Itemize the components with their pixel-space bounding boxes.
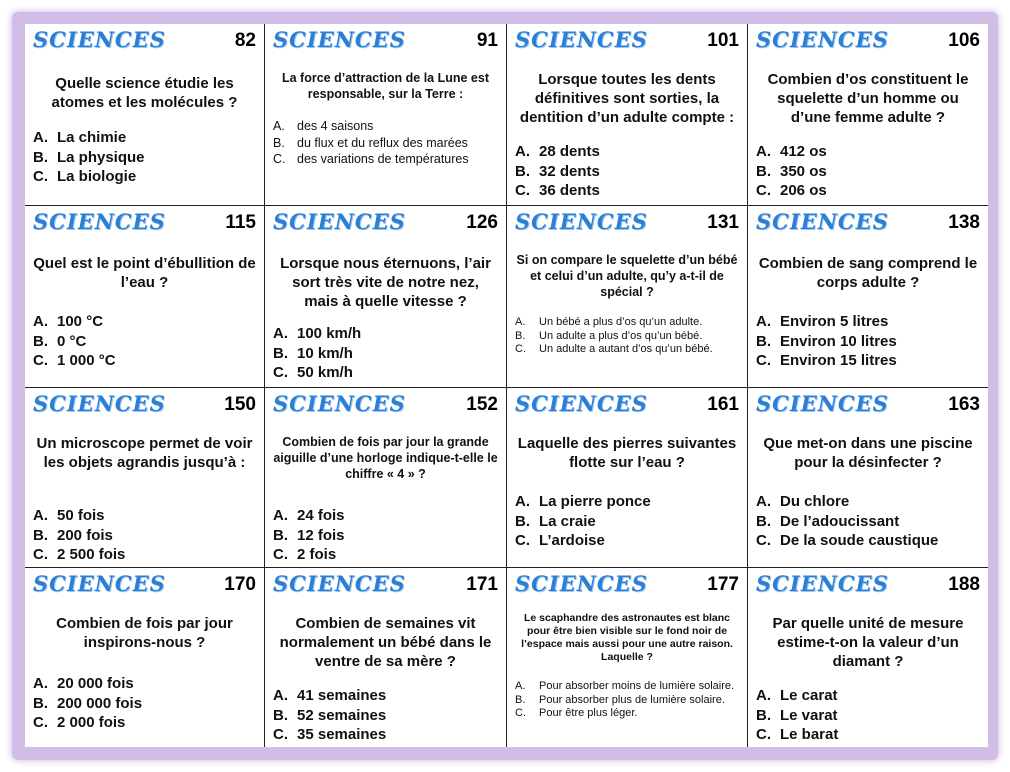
answer-option (756, 181, 982, 201)
answer-option (33, 545, 258, 565)
sciences-logo: SCIENCES (33, 391, 166, 416)
answer-option (756, 492, 982, 512)
answer-text: 50 fois (57, 507, 105, 524)
answer-letter: B. (273, 135, 285, 150)
answer-text: La chimie (57, 129, 127, 146)
answer-letter: B. (273, 344, 288, 362)
answer-option (273, 151, 500, 168)
card-number: 171 (466, 574, 498, 595)
answer-text: 200 fois (57, 526, 113, 544)
answer-letter: B. (515, 329, 526, 342)
answer-text: 2 500 fois (57, 546, 126, 563)
answer-option (273, 706, 500, 726)
sciences-logo: SCIENCES (33, 209, 166, 234)
answer-text: 20 000 fois (57, 675, 134, 692)
answer-text: 0 °C (57, 332, 87, 350)
answer-letter: C. (515, 707, 526, 719)
answer-text: 41 semaines (297, 687, 387, 704)
answer-text: 28 dents (539, 143, 600, 160)
answer-option (756, 531, 982, 551)
sciences-logo: SCIENCES (756, 209, 889, 234)
sciences-logo: SCIENCES (273, 209, 406, 234)
answer-option (756, 725, 982, 745)
answer-option (515, 531, 741, 551)
answer-option (33, 674, 258, 694)
question-text: Un microscope permet de voir les objets agrandis jusqu’à : (36, 435, 253, 471)
answer-letter: B. (273, 706, 288, 724)
answer-option (273, 118, 500, 135)
answer-option (33, 312, 258, 332)
answer-list (33, 128, 258, 187)
answer-text: 2 000 fois (57, 714, 126, 731)
answer-text: 50 km/h (297, 364, 353, 381)
answer-text: Pour absorber moins de lumière solaire. (539, 680, 735, 692)
answer-text: du flux et du reflux des marées (297, 135, 468, 150)
question-text: Lorsque nous éternuons, l’air sort très vite de notre nez, mais à quelle vitesse ? (280, 255, 491, 310)
answer-letter: C. (515, 532, 530, 549)
question-text: Quel est le point d’ébullition de l’eau ? (33, 255, 256, 291)
answer-option (515, 343, 741, 357)
question-text: Que met-on dans une piscine pour la désinfecter ? (763, 435, 973, 471)
quiz-card (265, 388, 507, 568)
question-text: Si on compare le squelette d’un bébé et celui d’un adulte, qu’y a-t-il de spécial ? (516, 253, 738, 299)
answer-letter: A. (515, 680, 526, 692)
question-text: Lorsque toutes les dents définitives sont sorties, la dentition d’un adulte compte : (519, 71, 735, 126)
answer-letter: C. (515, 343, 526, 355)
question-text: Combien de sang comprend le corps adulte ? (758, 255, 978, 291)
answer-text: 206 os (780, 182, 827, 199)
answer-text: De la soude caustique (780, 532, 939, 549)
answer-letter: C. (756, 182, 771, 199)
answer-text: 100 °C (57, 313, 104, 330)
answer-option (33, 713, 258, 733)
answer-option (515, 512, 741, 532)
answer-list (273, 118, 500, 168)
answer-letter: C. (273, 152, 286, 166)
answer-letter: A. (756, 313, 771, 330)
answer-letter: B. (756, 162, 771, 180)
answer-option (33, 506, 258, 526)
answer-text: Un adulte a plus d’os qu’un bébé. (539, 329, 703, 342)
answer-option (756, 312, 982, 332)
answer-list (515, 316, 741, 357)
answer-option (515, 316, 741, 330)
answer-text: Environ 5 litres (780, 313, 889, 330)
answer-letter: C. (33, 546, 48, 563)
answer-letter: B. (756, 512, 771, 530)
answer-text: 10 km/h (297, 344, 353, 362)
quiz-card (748, 206, 988, 388)
sciences-logo: SCIENCES (33, 571, 166, 596)
card-number: 188 (948, 574, 980, 595)
answer-text: La biologie (57, 168, 137, 185)
card-number: 163 (948, 394, 980, 415)
answer-text: Pour absorber plus de lumière solaire. (539, 693, 725, 706)
sciences-logo: SCIENCES (273, 27, 406, 52)
sciences-logo: SCIENCES (273, 571, 406, 596)
answer-option (33, 332, 258, 352)
answer-option (273, 545, 500, 565)
answer-option (33, 128, 258, 148)
answer-option (515, 680, 741, 694)
answer-letter: A. (756, 493, 771, 510)
card-number: 91 (476, 30, 498, 51)
quiz-card (507, 388, 748, 568)
answer-text: Environ 15 litres (780, 352, 897, 369)
answer-list (33, 312, 258, 371)
answer-letter: C. (33, 352, 48, 369)
card-number: 161 (707, 394, 739, 415)
answer-option (756, 162, 982, 182)
answer-option (515, 707, 741, 721)
answer-text: La pierre ponce (539, 493, 651, 510)
answer-list (33, 506, 258, 565)
answer-option (515, 694, 741, 708)
answer-letter: A. (273, 507, 288, 524)
answer-letter: B. (33, 332, 48, 350)
sciences-logo: SCIENCES (273, 391, 406, 416)
answer-letter: C. (273, 726, 288, 743)
answer-list (33, 674, 258, 733)
answer-option (515, 492, 741, 512)
quiz-card-grid (25, 24, 988, 747)
answer-letter: C. (756, 532, 771, 549)
answer-text: Un adulte a autant d’os qu’un bébé. (539, 343, 713, 355)
answer-letter: A. (273, 325, 288, 342)
answer-option (273, 344, 500, 364)
sciences-logo: SCIENCES (515, 27, 648, 52)
answer-option (33, 167, 258, 187)
answer-text: L’ardoise (539, 532, 605, 549)
answer-letter: C. (756, 726, 771, 743)
answer-option (515, 142, 741, 162)
answer-option (515, 181, 741, 201)
answer-text: 350 os (780, 162, 827, 180)
answer-option (33, 351, 258, 371)
answer-text: 24 fois (297, 507, 345, 524)
answer-letter: A. (33, 313, 48, 330)
question-text: Laquelle des pierres suivantes flotte sur l’eau ? (517, 435, 737, 471)
quiz-card (25, 388, 265, 568)
answer-text: 52 semaines (297, 706, 387, 724)
answer-option (756, 332, 982, 352)
answer-letter: B. (33, 694, 48, 712)
answer-list (515, 142, 741, 201)
answer-option (33, 148, 258, 168)
card-number: 106 (948, 30, 980, 51)
question-text: Combien de fois par jour la grande aiguille d’une horloge indique-t-elle le chiffre « 4 » ? (273, 435, 498, 481)
card-number: 131 (707, 212, 739, 233)
answer-list (515, 680, 741, 721)
card-number: 126 (466, 212, 498, 233)
sciences-logo: SCIENCES (33, 27, 166, 52)
sciences-logo: SCIENCES (515, 209, 648, 234)
question-text: Quelle science étudie les atomes et les molécules ? (51, 75, 238, 111)
answer-option (756, 686, 982, 706)
answer-option (756, 142, 982, 162)
answer-letter: B. (515, 162, 530, 180)
answer-list (273, 324, 500, 383)
question-text: La force d’attraction de la Lune est responsable, sur la Terre : (282, 71, 489, 101)
sciences-logo: SCIENCES (756, 571, 889, 596)
answer-option (756, 512, 982, 532)
answer-text: Le barat (780, 726, 839, 743)
answer-text: 36 dents (539, 182, 600, 199)
answer-option (273, 526, 500, 546)
answer-text: Un bébé a plus d’os qu’un adulte. (539, 316, 703, 328)
card-number: 115 (225, 212, 256, 233)
sciences-logo: SCIENCES (515, 391, 648, 416)
answer-text: Le carat (780, 687, 838, 704)
quiz-card (265, 568, 507, 747)
answer-letter: A. (515, 493, 530, 510)
answer-letter: A. (515, 143, 530, 160)
answer-letter: C. (33, 714, 48, 731)
answer-text: Pour être plus léger. (539, 707, 638, 719)
answer-letter: A. (515, 316, 526, 328)
answer-letter: C. (33, 168, 48, 185)
answer-letter: B. (33, 526, 48, 544)
answer-option (273, 686, 500, 706)
answer-text: Le varat (780, 706, 838, 724)
answer-text: Environ 10 litres (780, 332, 897, 350)
quiz-card (25, 568, 265, 747)
quiz-card (748, 568, 988, 747)
quiz-card (25, 206, 265, 388)
answer-text: 32 dents (539, 162, 600, 180)
question-text: Combien de fois par jour inspirons-nous ? (56, 615, 233, 651)
answer-letter: C. (515, 182, 530, 199)
answer-text: Du chlore (780, 493, 850, 510)
quiz-card (265, 206, 507, 388)
answer-letter: A. (33, 675, 48, 692)
answer-letter: B. (756, 332, 771, 350)
question-text: Combien d’os constituent le squelette d’un homme ou d’une femme adulte ? (767, 71, 969, 126)
answer-letter: B. (515, 693, 526, 706)
quiz-card (507, 206, 748, 388)
answer-letter: A. (273, 119, 285, 133)
answer-option (273, 324, 500, 344)
card-number: 170 (224, 574, 256, 595)
card-number: 150 (224, 394, 256, 415)
answer-list (756, 492, 982, 551)
quiz-card (748, 388, 988, 568)
answer-letter: B. (515, 512, 530, 530)
answer-text: 1 000 °C (57, 352, 116, 369)
answer-list (273, 506, 500, 565)
answer-list (756, 312, 982, 371)
answer-text: 100 km/h (297, 325, 362, 342)
answer-letter: C. (756, 352, 771, 369)
answer-option (33, 526, 258, 546)
answer-option (273, 506, 500, 526)
answer-option (756, 351, 982, 371)
card-number: 152 (466, 394, 498, 415)
sciences-logo: SCIENCES (515, 571, 648, 596)
answer-letter: A. (273, 687, 288, 704)
question-text: Par quelle unité de mesure estime-t-on la valeur d’un diamant ? (772, 615, 964, 670)
answer-text: 35 semaines (297, 726, 387, 743)
answer-letter: C. (273, 364, 288, 381)
answer-option (756, 706, 982, 726)
answer-letter: A. (756, 687, 771, 704)
sciences-logo: SCIENCES (756, 391, 889, 416)
answer-text: La craie (539, 512, 596, 530)
quiz-card (507, 24, 748, 206)
answer-option (273, 363, 500, 383)
answer-option (273, 135, 500, 152)
answer-text: 12 fois (297, 526, 345, 544)
answer-letter: C. (273, 546, 288, 563)
answer-letter: B. (33, 148, 48, 166)
answer-letter: A. (33, 507, 48, 524)
quiz-card (25, 24, 265, 206)
sciences-logo: SCIENCES (756, 27, 889, 52)
answer-letter: A. (33, 129, 48, 146)
answer-text: des variations de températures (297, 152, 469, 166)
answer-letter: B. (756, 706, 771, 724)
answer-text: La physique (57, 148, 145, 166)
quiz-card (265, 24, 507, 206)
quiz-card (507, 568, 748, 747)
answer-letter: A. (756, 143, 771, 160)
answer-list (756, 686, 982, 745)
answer-option (273, 725, 500, 745)
card-number: 101 (707, 30, 739, 51)
answer-option (33, 694, 258, 714)
answer-text: 200 000 fois (57, 694, 143, 712)
answer-option (515, 330, 741, 344)
answer-text: De l’adoucissant (780, 512, 900, 530)
card-number: 138 (948, 212, 980, 233)
answer-option (515, 162, 741, 182)
answer-letter: B. (273, 526, 288, 544)
quiz-card (748, 24, 988, 206)
card-number: 82 (234, 30, 256, 51)
answer-text: 412 os (780, 143, 827, 160)
answer-text: des 4 saisons (297, 119, 374, 133)
answer-list (756, 142, 982, 201)
question-text: Le scaphandre des astronautes est blanc pour être bien visible sur le fond noir de l’espace mais aussi pour une autre raison. Laquelle ? (521, 612, 733, 663)
question-text: Combien de semaines vit normalement un bébé dans le ventre de sa mère ? (279, 615, 492, 670)
card-number: 177 (707, 574, 739, 595)
answer-text: 2 fois (297, 546, 337, 563)
answer-list (273, 686, 500, 745)
answer-list (515, 492, 741, 551)
